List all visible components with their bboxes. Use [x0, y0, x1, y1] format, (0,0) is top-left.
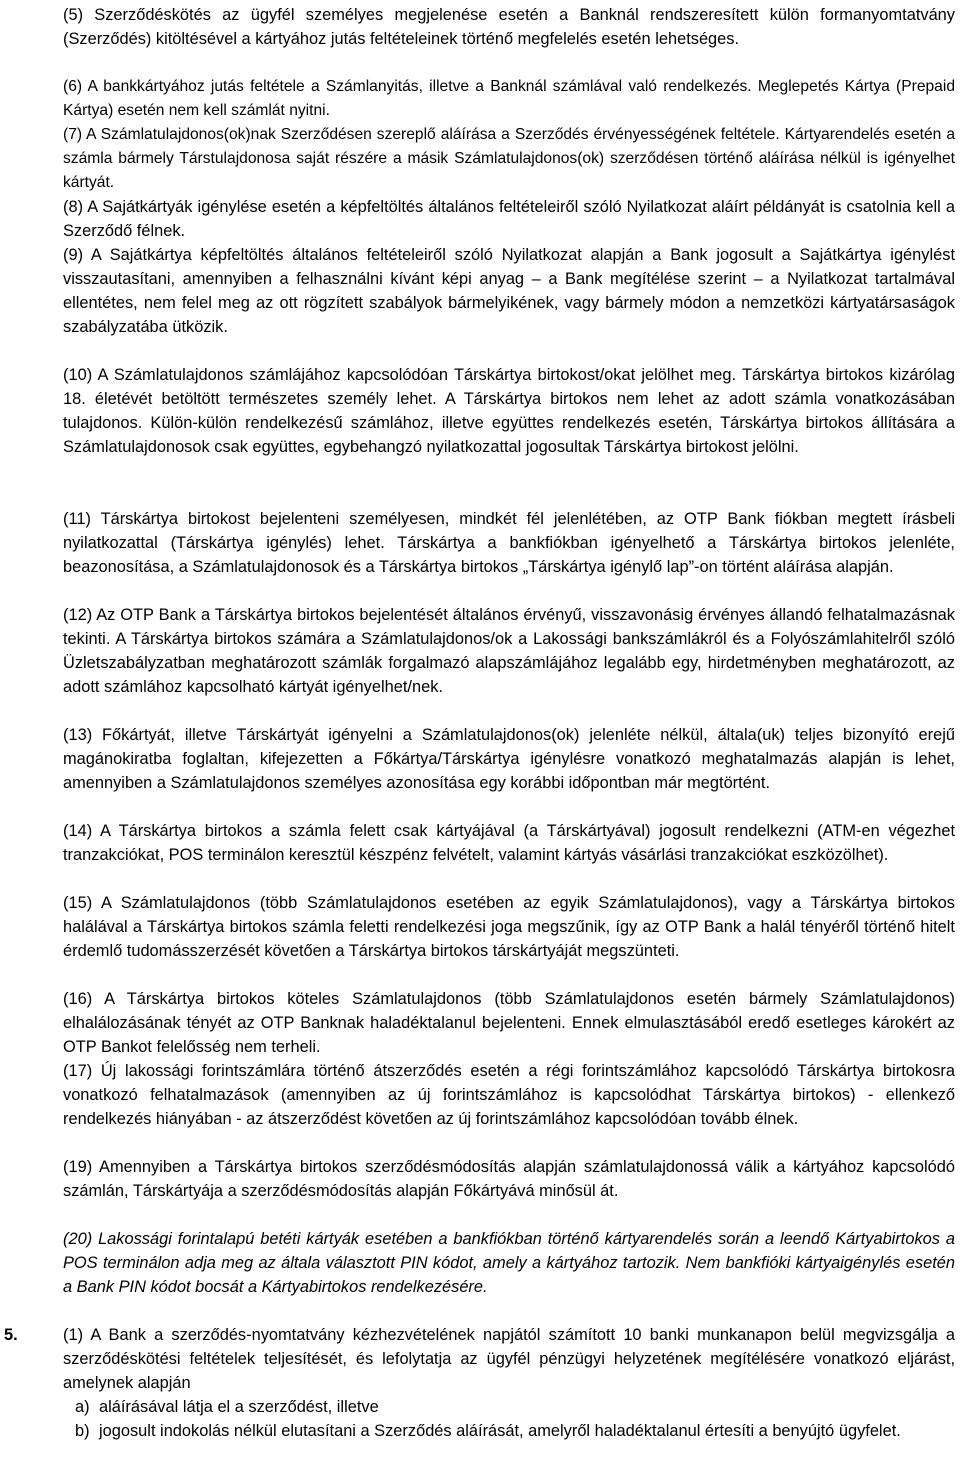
paragraph-7: (7) A Számlatulajdonos(ok)nak Szerződésen szereplő aláírása a Szerződés érvényességének feltétele. Kártyarendelés esetén a számla bármely Társtulajdonosa saját részére a másik Számlatulajdonos(ok) szerződésen történő aláírása nélkül is igényelhet kártyát.	[63, 126, 955, 191]
list-item-b	[75, 1419, 955, 1443]
paragraph-11: (11) Társkártya birtokost bejelenteni személyesen, mindkét fél jelenlétében, az OTP Bank fiókban megtett írásbeli nyilatkozattal (Társkártya igénylés) lehet. Társkártya a bankfiókban igényelhető a Társkártya birtokos jelenléte, beazonosítása, a Számlatulajdonosok és a Társkártya birtokos „Társkártya igénylő lap”-on történt aláírása alapján.	[63, 510, 955, 576]
paragraph-10: (10) A Számlatulajdonos számlájához kapcsolódóan Társkártya birtokost/okat jelölhet meg. Társkártya birtokos kizárólag 18. életévét betöltött természetes személy lehet. A Társkártya birtokos nem lehet az adott számla vonatkozásában tulajdonos. Külön-külön rendelkezésű számlához, illetve együttes rendelkezés esetén, Társkártya birtokos állítására a Számlatulajdonosok csak együttes, egybehangzó nyilatkozattal jogosultak Társkártya birtokost jelölni.	[63, 366, 955, 456]
list-item-b-text: jogosult indokolás nélkül elutasítani a Szerződés aláírását, amelyről haladéktalanul értesíti a benyújtó ügyfelet.	[99, 1422, 901, 1440]
paragraph-14: (14) A Társkártya birtokos a számla felett csak kártyájával (a Társkártyával) jogosult rendelkezni (ATM-en végezhet tranzakciókat, POS terminálon keresztül készpénz felvételt, valamint kártyás vásárlási tranzakciókat eszközölhet).	[63, 822, 955, 864]
paragraph-20: (20) Lakossági forintalapú betéti kártyák esetében a bankfiókban történő kártyarendelés során a leendő Kártyabirtokos a POS terminálon adja meg az általa választott PIN kódot, amely a kártyához tartozik. Nem bankfióki kártyaigénylés esetén a Bank PIN kódot bocsát a Kártyabirtokos rendelkezésére.	[63, 1230, 955, 1296]
paragraph-9: (9) A Sajátkártya képfeltöltés általános feltételeiről szóló Nyilatkozat alapján a Bank jogosult a Sajátkártya igénylést visszautasítani, amennyiben a felhasználni kívánt képi anyag – a Bank megítélése szerint – a Nyilatkozat tartalmával ellentétes, nem felel meg az ott rögzített szabályok bármelyikének, vagy bármely módon a nemzetközi kártyatársaságok szabályzatába ütközik.	[63, 246, 955, 336]
section-5-paragraph-1: (1) A Bank a szerződés-nyomtatvány kézhezvételének napjától számított 10 banki munkanapon belül megvizsgálja a szerződéskötési feltételek teljesítését, és lefolytatja az ügyfél pénzügyi helyzetének megítélésére vonatkozó eljárást, amelynek alapján	[63, 1326, 955, 1392]
paragraph-19: (19) Amennyiben a Társkártya birtokos szerződésmódosítás alapján számlatulajdonossá válik a kártyához kapcsolódó számlán, Társkártyája a szerződésmódosítás alapján Főkártyává minősül át.	[63, 1158, 955, 1200]
list-item-b-label: b)	[75, 1422, 90, 1440]
section-number: 5.	[4, 1326, 18, 1344]
paragraph-12: (12) Az OTP Bank a Társkártya birtokos bejelentését általános érvényű, visszavonásig érvényes állandó felhatalmazásnak tekinti. A Társkártya birtokos számára a Számlatulajdonos/ok a Lakossági bankszámlákról és a Folyószámlahitelről szóló Üzletszabályzatban meghatározott számlák forgalmazó alapszámlájához legalább egy, hirdetményben meghatározott, az adott számlához kapcsolható kártyát igényelhet/nek.	[63, 606, 955, 696]
paragraph-13: (13) Főkártyát, illetve Társkártyát igényelni a Számlatulajdonos(ok) jelenléte nélkül, általa(uk) teljes bizonyító erejű magánokiratba foglaltan, kifejezetten a Főkártya/Társkártya igénylésre vonatkozó meghatalmazás alapján is lehet, amennyiben a Számlatulajdonos személyes azonosítása egy korábbi időpontban már megtörtént.	[63, 726, 955, 792]
paragraph-8: (8) A Sajátkártyák igénylése esetén a képfeltöltés általános feltételeiről szóló Nyilatkozat aláírt példányát is csatolnia kell a Szerződő félnek.	[63, 198, 955, 240]
list-item-a	[75, 1395, 955, 1419]
paragraph-6: (6) A bankkártyához jutás feltétele a Számlanyitás, illetve a Banknál számlával való rendelkezés. Meglepetés Kártya (Prepaid Kártya) esetén nem kell számlát nyitni.	[63, 78, 955, 119]
list-item-a-label: a)	[75, 1398, 90, 1416]
paragraph-15: (15) A Számlatulajdonos (több Számlatulajdonos esetében az egyik Számlatulajdonos), vagy a Társkártya birtokos halálával a Társkártya birtokos számla feletti rendelkezési joga megszűnik, így az OTP Bank a halál tényéről történő hitelt érdemlő tudomásszerzését követően a Társkártya birtokos társkártyáját megszünteti.	[63, 894, 955, 960]
list-item-a-text: aláírásával látja el a szerződést, illetve	[99, 1398, 379, 1416]
paragraph-17: (17) Új lakossági forintszámlára történő átszerződés esetén a régi forintszámlához kapcsolódó Társkártya birtokosra vonatkozó felhatalmazások (amennyiben az új forintszámlához is kapcsolódhat Társkártya birtokos) - ellenkező rendelkezés hiányában - az átszerződést követően az új forintszámlához kapcsolódóan tovább élnek.	[63, 1062, 955, 1128]
paragraph-16: (16) A Társkártya birtokos köteles Számlatulajdonos (több Számlatulajdonos esetén bármely Számlatulajdonos) elhalálozásának tényét az OTP Banknak haladéktalanul bejelenteni. Ennek elmulasztásából eredő esetleges károkért az OTP Bankot felelősség nem terheli.	[63, 990, 955, 1056]
paragraph-5: (5) Szerződéskötés az ügyfél személyes megjelenése esetén a Banknál rendszeresített külön formanyomtatvány (Szerződés) kitöltésével a kártyához jutás feltételeinek történő megfelelés esetén lehetséges.	[63, 6, 955, 48]
